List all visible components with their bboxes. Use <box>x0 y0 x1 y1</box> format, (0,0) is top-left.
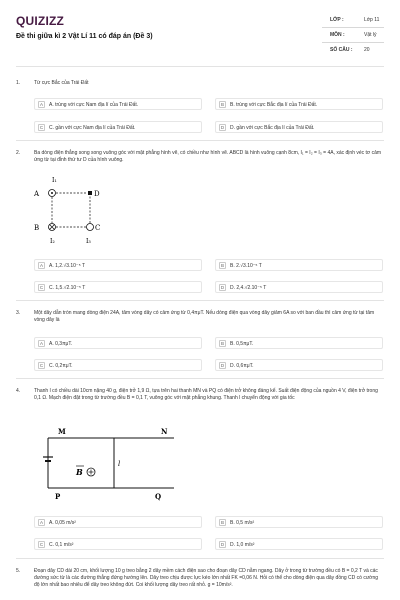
current-square-figure <box>30 172 110 248</box>
option-letter: D <box>220 125 225 130</box>
label-b: B <box>34 224 40 232</box>
question-text: Đoạn dây CD dài 20 cm, khối lượng 10 g treo bằng 2 dây mềm cách điện sao cho đoạn dây CD nằm ngang. Dây ở trong từ trường đều có B = 0,2 T và các đường sức từ là các đường thẳng đứng hướng lên. Dây treo chịu được lực kéo lớn nhất FK =0,06 N. Hỏi có thể cho dòng điện qua dây đồng CD có cường độ lớn nhất bao nhiêu để dây treo không đứt. Coi khối lượng dây treo rất nhỏ. g = 10m/s². <box>34 568 379 588</box>
option-letter: C <box>39 125 44 130</box>
option-letter: C <box>39 285 44 290</box>
option-c[interactable] <box>34 281 202 293</box>
option-text: C. gần với cực Nam địa lí của Trái Đất. <box>49 125 136 131</box>
option-letter: B <box>220 520 224 525</box>
meta-count-key: SỐ CÂU : <box>330 47 353 53</box>
option-letter: D <box>220 285 225 290</box>
question-number: 3. <box>16 310 21 316</box>
option-text: D. 0,6πμT. <box>230 363 254 369</box>
option-text: D. 1,0 m/s² <box>230 542 255 548</box>
option-letter: C <box>39 363 44 368</box>
label-l: l <box>118 460 121 468</box>
option-c[interactable] <box>34 538 202 550</box>
option-letter: A <box>39 341 43 346</box>
option-text: B. trùng với cực Bắc địa lí của Trái Đất. <box>230 102 318 108</box>
option-a[interactable] <box>34 98 202 110</box>
meta-divider <box>322 27 384 28</box>
option-letter: D <box>220 363 225 368</box>
option-text: B. 2.√3.10⁻⁵ T <box>230 263 262 269</box>
option-text: B. 0,5 m/s² <box>230 520 255 526</box>
question-divider <box>16 558 384 559</box>
option-text: D. gần với cực Bắc địa lí của Trái Đất. <box>230 125 315 131</box>
option-letter: A <box>39 520 43 525</box>
meta-class-value: Lớp 11 <box>364 17 380 23</box>
option-letter: C <box>39 542 44 547</box>
option-text: C. 1,5.√2.10⁻⁵ T <box>49 285 86 291</box>
option-letter: B <box>220 102 224 107</box>
option-c[interactable] <box>34 359 202 371</box>
option-text: A. trùng với cực Nam địa lí của Trái Đất. <box>49 102 139 108</box>
option-text: A. 1,2.√3.10⁻⁵ T <box>49 263 85 269</box>
meta-subject-key: MÔN : <box>330 32 345 38</box>
option-a[interactable] <box>34 337 202 349</box>
wire-c-icon <box>87 224 94 231</box>
option-text: A. 0,3πμT. <box>49 341 73 347</box>
option-text: D. 2,4.√2.10⁻⁵ T <box>230 285 267 291</box>
label-i2: I₂ <box>50 238 55 245</box>
header <box>0 0 400 64</box>
option-letter: A <box>39 263 43 268</box>
option-d[interactable] <box>215 538 383 550</box>
question-text: Ba dòng điện thẳng song song vuông góc với mặt phẳng hình vẽ, có chiều như hình vẽ. ABCD là hình vuông cạnh 8cm, I₁ = I₂ = I₃ = 4A, xác định véc tơ cảm ứng từ tại đỉnh thứ tư D của hình vuông. <box>34 150 382 163</box>
question-divider <box>16 140 384 141</box>
option-d[interactable] <box>215 281 383 293</box>
option-letter: D <box>220 542 225 547</box>
label-p: P <box>55 492 61 501</box>
question-divider <box>16 378 384 379</box>
label-n: N <box>161 427 168 436</box>
quizizz-logo: QUIZIZZ <box>16 14 65 28</box>
meta-divider <box>322 42 384 43</box>
question-number: 2. <box>16 150 21 156</box>
question-divider <box>16 300 384 301</box>
question-text: Thanh l có chiều dài 10cm nặng 40 g, điện trở 1,9 Ω, tựa trên hai thanh MN và PQ có điện trở không đáng kể. Suất điện động của nguồn 4 V, điện trở trong 0,1 Ω. Mạch điện đặt trong từ trường đều B = 0,1 T, vuông góc với mặt phẳng khung. Thanh l chuyển động với gia tốc <box>34 388 378 401</box>
option-text: C. 0,2πμT. <box>49 363 73 369</box>
label-c: C <box>95 224 101 232</box>
label-i3: I₃ <box>86 238 91 245</box>
option-letter: A <box>39 102 43 107</box>
label-q: Q <box>155 492 162 501</box>
option-b[interactable] <box>215 516 383 528</box>
option-a[interactable] <box>34 516 202 528</box>
question-number: 1. <box>16 80 21 86</box>
rail-circuit-figure <box>34 424 184 502</box>
label-i1: I₁ <box>52 177 57 184</box>
label-a: A <box>34 190 40 198</box>
meta-count-value: 20 <box>364 47 370 53</box>
option-text: A. 0,05 m/s² <box>49 520 76 526</box>
label-d: D <box>94 190 100 198</box>
option-letter: B <box>220 263 224 268</box>
question-number: 4. <box>16 388 21 394</box>
option-d[interactable] <box>215 359 383 371</box>
question-text: Từ cực Bắc của Trái Đất <box>34 80 89 86</box>
option-text: C. 0,1 m/s² <box>49 542 74 548</box>
option-d[interactable] <box>215 121 383 133</box>
meta-subject-value: Vật lý <box>364 32 377 38</box>
option-c[interactable] <box>34 121 202 133</box>
corner-d-icon <box>88 191 92 195</box>
meta-class-key: LỚP : <box>330 17 344 23</box>
label-m: M <box>58 427 66 436</box>
page-title: Đề thi giữa kì 2 Vật Lí 11 có đáp án (Đề 3) <box>16 33 153 40</box>
question-text: Một dây dẫn tròn mang dòng điện 24A, tâm vòng dây có cảm ứng từ 0,4πμT. Nếu dòng điện qua vòng dây giảm 6A so với ban đầu thì cảm ứng từ tại tâm vòng dây là <box>34 310 375 323</box>
option-b[interactable] <box>215 259 383 271</box>
label-b-field: B <box>76 467 83 477</box>
option-text: B. 0,5πμT. <box>230 341 254 347</box>
option-a[interactable] <box>34 259 202 271</box>
current-out-dot-icon <box>51 192 53 194</box>
option-letter: B <box>220 341 224 346</box>
header-divider <box>16 66 384 67</box>
question-number: 5. <box>16 568 21 574</box>
option-b[interactable] <box>215 337 383 349</box>
option-b[interactable] <box>215 98 383 110</box>
